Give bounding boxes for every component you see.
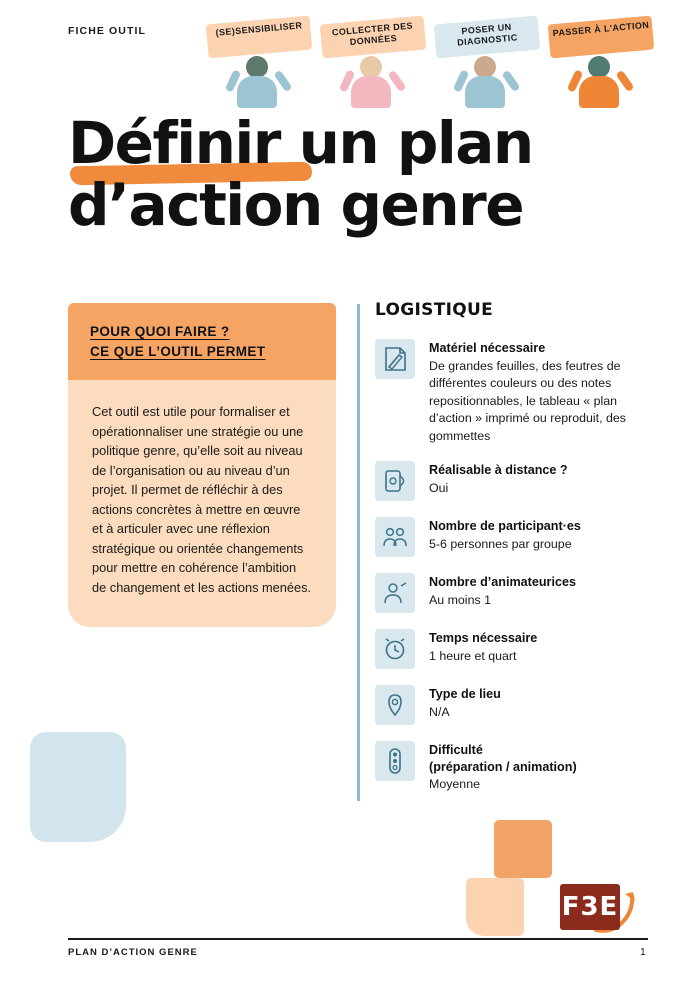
- head-shape: [474, 56, 496, 78]
- logistics-item-text: [429, 339, 647, 445]
- person-figure: [457, 56, 515, 108]
- logistics-item-value: 1 heure et quart: [429, 648, 517, 663]
- logistics-section: [357, 300, 647, 810]
- logistics-item-material: [375, 339, 647, 445]
- body-shape: [579, 76, 619, 108]
- purpose-card-title-line-2: CE QUE L’OUTIL PERMET: [90, 344, 266, 359]
- illustration-poser-un-diagnostic: [433, 12, 541, 110]
- page-number: 1: [640, 946, 646, 958]
- footer-divider: [68, 938, 648, 940]
- head-shape: [246, 56, 268, 78]
- body-shape: [351, 76, 391, 108]
- illustration-se-sensibiliser: [205, 12, 313, 110]
- material-icon: [375, 339, 415, 379]
- logistics-list: [375, 339, 647, 794]
- page-title-line-2: d’action genre: [68, 171, 524, 239]
- logistics-item-text: [429, 461, 647, 497]
- location-icon: [375, 685, 415, 725]
- person-figure: [343, 56, 401, 108]
- logistics-item-value: Oui: [429, 480, 449, 495]
- header-illustrations: [205, 10, 655, 110]
- logistics-item-text: [429, 573, 647, 609]
- logistics-item-value: Au moins 1: [429, 592, 491, 607]
- footer-label: PLAN D’ACTION GENRE: [68, 947, 198, 958]
- logistics-item-label: Nombre d’animateurices: [429, 575, 576, 589]
- document-type-label: FICHE OUTIL: [68, 25, 147, 37]
- logistics-item-value: 5-6 personnes par groupe: [429, 536, 572, 551]
- logistics-item-value: De grandes feuilles, des feutres de différentes couleurs ou des notes repositionnables, le tableau « plan d’action » imprimé ou reproduit, des gommettes: [429, 358, 626, 443]
- logistics-item-label: Temps nécessaire: [429, 631, 538, 645]
- logistics-item-text: [429, 517, 647, 553]
- banner-label: POSER UN DIAGNOSTIC: [456, 21, 519, 48]
- body-shape: [237, 76, 277, 108]
- page-title: [68, 109, 648, 239]
- logistics-item-location: [375, 685, 647, 725]
- body-shape: [465, 76, 505, 108]
- logistics-item-text: [429, 629, 647, 665]
- head-shape: [588, 56, 610, 78]
- person-figure: [571, 56, 629, 108]
- vertical-rule-decoration: [357, 304, 360, 801]
- blue-block-decoration: [30, 732, 126, 842]
- logistics-item-duration: [375, 629, 647, 669]
- purpose-card: [68, 303, 336, 627]
- clock-icon: [375, 629, 415, 669]
- logistics-item-text: [429, 741, 647, 794]
- difficulty-icon: [375, 741, 415, 781]
- logistics-item-participants: [375, 517, 647, 557]
- purpose-card-body: Cet outil est utile pour formaliser et opérationnaliser une stratégie ou une politique genre, qu’elle soit au niveau de l’organisation ou au niveau d’un projet. Il permet de réfléchir à des actions concrètes à mettre en œuvre et à articuler avec une réflexion stratégique ou orientée changements pour mettre en cohérence l’ambition de changement et les actions menées.: [92, 404, 312, 595]
- logistics-item-difficulty: [375, 741, 647, 794]
- banner-label: PASSER À L'ACTION: [552, 19, 650, 39]
- peach-block-decoration: [466, 878, 524, 936]
- illustration-passer-a-laction: [547, 12, 655, 110]
- person-figure: [229, 56, 287, 108]
- facilitator-icon: [375, 573, 415, 613]
- illustration-collecter-des-donnees: [319, 12, 427, 110]
- logistics-item-remote: [375, 461, 647, 501]
- f3e-logo: F3E: [560, 884, 620, 930]
- logistics-item-sublabel: (préparation / animation): [429, 759, 577, 774]
- purpose-card-title-line-1: POUR QUOI FAIRE ?: [90, 324, 230, 339]
- head-shape: [360, 56, 382, 78]
- banner-label: (SE)SENSIBILISER: [215, 20, 303, 38]
- logistics-item-label: Type de lieu: [429, 687, 501, 701]
- logistics-item-value: Moyenne: [429, 777, 480, 791]
- purpose-card-header: [68, 303, 336, 380]
- participants-icon: [375, 517, 415, 557]
- logistics-item-facilitators: [375, 573, 647, 613]
- logistics-item-value: N/A: [429, 704, 450, 719]
- logistics-item-text: [429, 685, 647, 721]
- logistics-title: LOGISTIQUE: [375, 300, 493, 320]
- banner-label: COLLECTER DES DONNÉES: [331, 20, 414, 48]
- remote-icon: [375, 461, 415, 501]
- logistics-item-label: Réalisable à distance ?: [429, 463, 568, 477]
- page-title-line-1: Définir un plan: [68, 109, 533, 177]
- logistics-item-label: Difficulté: [429, 743, 483, 757]
- logistics-item-label: Nombre de participant·es: [429, 519, 581, 533]
- orange-block-decoration: [494, 820, 552, 878]
- logistics-item-label: Matériel nécessaire: [429, 341, 546, 355]
